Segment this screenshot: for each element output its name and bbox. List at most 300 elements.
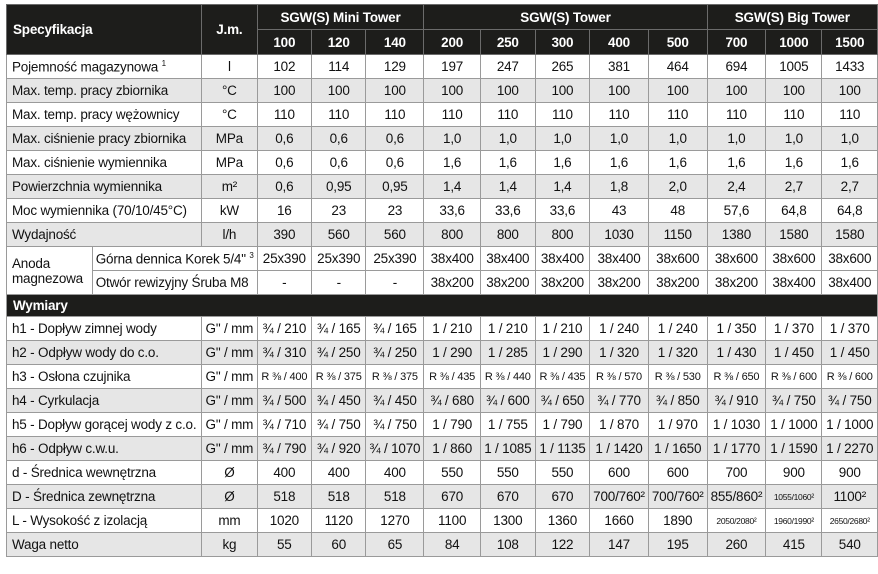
anode-group-label [7,247,93,295]
row-label [7,461,202,485]
value-cell: 560 [312,223,366,247]
value-cell: 0,6 [366,127,424,151]
value-cell: ¾ / 450 [312,389,366,413]
value-cell: 100 [590,79,649,103]
value-cell: 1 / 1000 [822,413,878,437]
value-cell: 2050/2080² [707,509,766,533]
value-cell: 1 / 320 [590,341,649,365]
row-label-text: Max. ciśnienie pracy zbiornika [12,131,187,146]
value-cell: 60 [312,533,366,557]
row-label-text: h4 - Cyrkulacja [12,393,100,408]
value-cell: R ⅜ / 375 [366,365,424,389]
value-cell: 65 [366,533,424,557]
value-cell: 16 [257,199,311,223]
model-header: 500 [648,30,707,55]
value-cell: ¾ / 450 [366,389,424,413]
value-cell: 1270 [366,509,424,533]
value-cell: 25x390 [257,247,311,271]
value-cell: 1660 [590,509,649,533]
value-cell: 100 [535,79,589,103]
value-cell: 260 [707,533,766,557]
value-cell: 1005 [766,55,822,79]
value-cell: 38x400 [822,271,878,295]
value-cell: 110 [648,103,707,127]
table-row [7,55,878,79]
anode-label-line1: Anoda [12,255,51,271]
value-cell: 100 [424,79,481,103]
unit-cell: G" / mm [202,341,258,365]
value-cell: 1 / 370 [766,317,822,341]
value-cell: ¾ / 850 [648,389,707,413]
value-cell: 38x400 [424,247,481,271]
dimension-row [7,341,878,365]
value-cell: 855/860² [707,485,766,509]
model-header: 100 [257,30,311,55]
row-label [7,127,202,151]
value-cell: 1 / 870 [590,413,649,437]
row-label-text: h5 - Dopływ gorącej wody z c.o. [12,417,197,432]
row-label [7,175,202,199]
value-cell: 400 [257,461,311,485]
value-cell: 1 / 970 [648,413,707,437]
value-cell: 0,6 [366,151,424,175]
unit-cell: Ø [202,485,258,509]
value-cell: 900 [822,461,878,485]
value-cell: 38x600 [822,247,878,271]
unit-cell: °C [202,79,258,103]
anode-label-line2: magnezowa [12,270,83,286]
table-row [7,199,878,223]
value-cell: R ⅜ / 530 [648,365,707,389]
value-cell: 38x400 [590,247,649,271]
value-cell: R ⅜ / 600 [766,365,822,389]
value-cell: 415 [766,533,822,557]
unit-cell: MPa [202,151,258,175]
row-label [7,485,202,509]
value-cell: 1,6 [424,151,481,175]
value-cell: 2,7 [766,175,822,199]
group-header-big-tower: SGW(S) Big Tower [707,5,877,30]
row-label [7,533,202,557]
value-cell: 110 [822,103,878,127]
table-row [7,79,878,103]
unit-cell: mm [202,509,258,533]
value-cell: 1 / 320 [648,341,707,365]
model-header: 700 [707,30,766,55]
table-row [7,127,878,151]
unit-cell: kW [202,199,258,223]
value-cell: 2650/2680² [822,509,878,533]
row-label [7,437,202,461]
dimension-row [7,485,878,509]
value-cell: 195 [648,533,707,557]
unit-cell: m² [202,175,258,199]
row-label-text: Górna dennica Korek 5/4" [95,251,246,267]
value-cell: 1 / 430 [707,341,766,365]
value-cell: 43 [590,199,649,223]
value-cell: 197 [424,55,481,79]
value-cell: 110 [312,103,366,127]
value-cell: 110 [535,103,589,127]
value-cell: 100 [707,79,766,103]
value-cell: 2,0 [648,175,707,199]
value-cell: 100 [257,79,311,103]
value-cell: 48 [648,199,707,223]
row-label [7,55,202,79]
value-cell: ¾ / 600 [480,389,535,413]
value-cell: - [366,271,424,295]
value-cell: 110 [480,103,535,127]
row-label [7,151,202,175]
value-cell: 1 / 290 [535,341,589,365]
value-cell: 110 [707,103,766,127]
unit-cell: G" / mm [202,317,258,341]
value-cell: 110 [766,103,822,127]
value-cell: 900 [766,461,822,485]
value-cell: 1433 [822,55,878,79]
group-header-mini-tower: SGW(S) Mini Tower [257,5,424,30]
table-body [7,5,878,557]
value-cell: 1 / 285 [480,341,535,365]
value-cell: 700 [707,461,766,485]
value-cell: ¾ / 680 [424,389,481,413]
dimension-row [7,389,878,413]
value-cell: 1 / 240 [590,317,649,341]
row-label-text: Max. temp. pracy wężownicy [12,107,180,122]
value-cell: 110 [366,103,424,127]
value-cell: 0,95 [366,175,424,199]
value-cell: R ⅜ / 570 [590,365,649,389]
value-cell: 1,4 [535,175,589,199]
model-header: 1500 [822,30,878,55]
value-cell: 1 / 290 [424,341,481,365]
value-cell: 694 [707,55,766,79]
row-label [7,103,202,127]
value-cell: ¾ / 650 [535,389,589,413]
value-cell: - [312,271,366,295]
value-cell: 1150 [648,223,707,247]
value-cell: ¾ / 750 [312,413,366,437]
value-cell: ¾ / 920 [312,437,366,461]
model-header: 1000 [766,30,822,55]
value-cell: ¾ / 1070 [366,437,424,461]
row-label [7,365,202,389]
anode-row [7,271,878,295]
value-cell: 670 [424,485,481,509]
dimension-row [7,461,878,485]
value-cell: 110 [257,103,311,127]
row-label-text: Powierzchnia wymiennika [12,179,162,194]
value-cell: 1 / 210 [424,317,481,341]
value-cell: 464 [648,55,707,79]
value-cell: 100 [822,79,878,103]
value-cell: 38x600 [766,247,822,271]
value-cell: 800 [535,223,589,247]
value-cell: 600 [590,461,649,485]
value-cell: 1,6 [822,151,878,175]
value-cell: 2,4 [707,175,766,199]
value-cell: 38x200 [707,271,766,295]
unit-cell: G" / mm [202,437,258,461]
value-cell: 102 [257,55,311,79]
value-cell: ¾ / 770 [590,389,649,413]
unit-cell: °C [202,103,258,127]
value-cell: 1 / 450 [822,341,878,365]
value-cell: 64,8 [822,199,878,223]
row-label [7,223,202,247]
value-cell: 1 / 1770 [707,437,766,461]
value-cell: R ⅜ / 600 [822,365,878,389]
value-cell: 0,6 [257,175,311,199]
value-cell: 700/760² [648,485,707,509]
value-cell: 390 [257,223,311,247]
value-cell: 1 / 2270 [822,437,878,461]
value-cell: ¾ / 710 [257,413,311,437]
row-label-text: Max. temp. pracy zbiornika [12,83,169,98]
table-row [7,223,878,247]
value-cell: 1 / 370 [822,317,878,341]
model-header: 200 [424,30,481,55]
value-cell: 1960/1990² [766,509,822,533]
value-cell: 23 [366,199,424,223]
value-cell: 1020 [257,509,311,533]
value-cell: ¾ / 250 [312,341,366,365]
value-cell: 129 [366,55,424,79]
model-header: 300 [535,30,589,55]
value-cell: 265 [535,55,589,79]
dimensions-section-row [7,295,878,317]
row-label [7,413,202,437]
value-cell: 1 / 350 [707,317,766,341]
value-cell: 1890 [648,509,707,533]
value-cell: 0,95 [312,175,366,199]
dimensions-section-title: Wymiary [7,295,878,317]
value-cell: ¾ / 790 [257,437,311,461]
value-cell: 550 [480,461,535,485]
value-cell: 110 [590,103,649,127]
value-cell: 1,6 [648,151,707,175]
value-cell: R ⅜ / 650 [707,365,766,389]
value-cell: 1100 [424,509,481,533]
value-cell: 247 [480,55,535,79]
value-cell: 540 [822,533,878,557]
row-label [7,389,202,413]
value-cell: 1,6 [590,151,649,175]
value-cell: 518 [257,485,311,509]
value-cell: 1300 [480,509,535,533]
row-label-text: L - Wysokość z izolacją [12,513,148,528]
value-cell: 670 [535,485,589,509]
row-label-text: Pojemność magazynowa [12,59,159,75]
value-cell: ¾ / 310 [257,341,311,365]
value-cell: 1,0 [822,127,878,151]
row-label-text: h2 - Odpływ wody do c.o. [12,345,159,360]
value-cell: 0,6 [312,151,366,175]
value-cell: 100 [312,79,366,103]
value-cell: 1 / 1000 [766,413,822,437]
value-cell: 1,0 [766,127,822,151]
unit-cell: l/h [202,223,258,247]
value-cell: 1 / 1085 [480,437,535,461]
value-cell: 1580 [822,223,878,247]
value-cell: 38x200 [648,271,707,295]
unit-cell: kg [202,533,258,557]
group-header-tower: SGW(S) Tower [424,5,707,30]
value-cell: 1120 [312,509,366,533]
value-cell: 1 / 240 [648,317,707,341]
value-cell: - [257,271,311,295]
value-cell: ¾ / 210 [257,317,311,341]
value-cell: 38x400 [766,271,822,295]
value-cell: R ⅜ / 435 [535,365,589,389]
value-cell: 1,6 [766,151,822,175]
value-cell: 0,6 [257,151,311,175]
row-label [7,317,202,341]
footnote-mark: 1 [161,58,166,68]
row-label-text: D - Średnica zewnętrzna [12,489,156,504]
footnote-mark: 3 [249,250,254,260]
value-cell: 1 / 1135 [535,437,589,461]
row-label [7,509,202,533]
value-cell: 1 / 210 [535,317,589,341]
value-cell: 38x200 [590,271,649,295]
value-cell: 1055/1060² [766,485,822,509]
value-cell: 108 [480,533,535,557]
value-cell: 400 [312,461,366,485]
value-cell: 1 / 1650 [648,437,707,461]
row-label-text: h6 - Odpływ c.w.u. [12,441,119,456]
unit-cell: G" / mm [202,389,258,413]
row-label-text: Moc wymiennika (70/10/45°C) [12,203,187,218]
row-label [92,271,257,295]
dimension-row [7,533,878,557]
dimension-row [7,317,878,341]
value-cell: ¾ / 165 [312,317,366,341]
value-cell: 800 [424,223,481,247]
value-cell: 1 / 860 [424,437,481,461]
value-cell: 1,0 [707,127,766,151]
value-cell: R ⅜ / 435 [424,365,481,389]
value-cell: ¾ / 250 [366,341,424,365]
value-cell: 381 [590,55,649,79]
value-cell: 700/760² [590,485,649,509]
value-cell: 84 [424,533,481,557]
table-row [7,103,878,127]
value-cell: 1 / 1420 [590,437,649,461]
value-cell: 1,0 [424,127,481,151]
value-cell: 1,4 [480,175,535,199]
value-cell: 38x600 [707,247,766,271]
row-label-text: Waga netto [12,537,79,552]
value-cell: 1,0 [648,127,707,151]
spec-header: Specyfikacja [7,5,202,55]
value-cell: 1,0 [590,127,649,151]
row-label-text: d - Średnica wewnętrzna [12,465,156,480]
value-cell: ¾ / 910 [707,389,766,413]
value-cell: 38x400 [480,247,535,271]
value-cell: 518 [366,485,424,509]
value-cell: 114 [312,55,366,79]
row-label-text: h3 - Osłona czujnika [12,369,131,384]
value-cell: 1 / 210 [480,317,535,341]
value-cell: 0,6 [312,127,366,151]
value-cell: 560 [366,223,424,247]
value-cell: R ⅜ / 375 [312,365,366,389]
model-header: 120 [312,30,366,55]
value-cell: 57,6 [707,199,766,223]
value-cell: 33,6 [424,199,481,223]
value-cell: ¾ / 750 [766,389,822,413]
value-cell: 1380 [707,223,766,247]
anode-row [7,247,878,271]
value-cell: 1,6 [707,151,766,175]
value-cell: 38x200 [480,271,535,295]
unit-header: J.m. [202,5,258,55]
row-label-text: Otwór rewizyjny Śruba M8 [95,275,249,290]
row-label [7,199,202,223]
table-row [7,175,878,199]
value-cell: ¾ / 165 [366,317,424,341]
value-cell: 1030 [590,223,649,247]
value-cell: 33,6 [535,199,589,223]
value-cell: ¾ / 750 [366,413,424,437]
value-cell: ¾ / 500 [257,389,311,413]
dimension-row [7,509,878,533]
value-cell: 518 [312,485,366,509]
specification-table [6,4,878,557]
unit-cell: Ø [202,461,258,485]
value-cell: 110 [424,103,481,127]
row-label [7,79,202,103]
value-cell: 122 [535,533,589,557]
model-header: 400 [590,30,649,55]
unit-cell: l [202,55,258,79]
value-cell: 1100² [822,485,878,509]
value-cell: ¾ / 750 [822,389,878,413]
dimension-row [7,437,878,461]
value-cell: 0,6 [257,127,311,151]
value-cell: 600 [648,461,707,485]
value-cell: 147 [590,533,649,557]
value-cell: 1,4 [424,175,481,199]
row-label-text: Wydajność [12,227,77,242]
value-cell: 38x200 [424,271,481,295]
value-cell: 23 [312,199,366,223]
dimension-row [7,365,878,389]
value-cell: 25x390 [312,247,366,271]
table-row [7,151,878,175]
value-cell: 55 [257,533,311,557]
value-cell: 1,6 [535,151,589,175]
value-cell: 1 / 1590 [766,437,822,461]
row-label-text: h1 - Dopływ zimnej wody [12,321,157,336]
value-cell: R ⅜ / 400 [257,365,311,389]
unit-cell: MPa [202,127,258,151]
value-cell: 2,7 [822,175,878,199]
value-cell: 400 [366,461,424,485]
value-cell: 1 / 1030 [707,413,766,437]
unit-cell: G" / mm [202,413,258,437]
value-cell: 1 / 790 [535,413,589,437]
value-cell: 38x200 [535,271,589,295]
value-cell: 550 [535,461,589,485]
value-cell: 25x390 [366,247,424,271]
value-cell: R ⅜ / 440 [480,365,535,389]
value-cell: 1,0 [480,127,535,151]
value-cell: 1 / 450 [766,341,822,365]
value-cell: 1,8 [590,175,649,199]
value-cell: 100 [366,79,424,103]
